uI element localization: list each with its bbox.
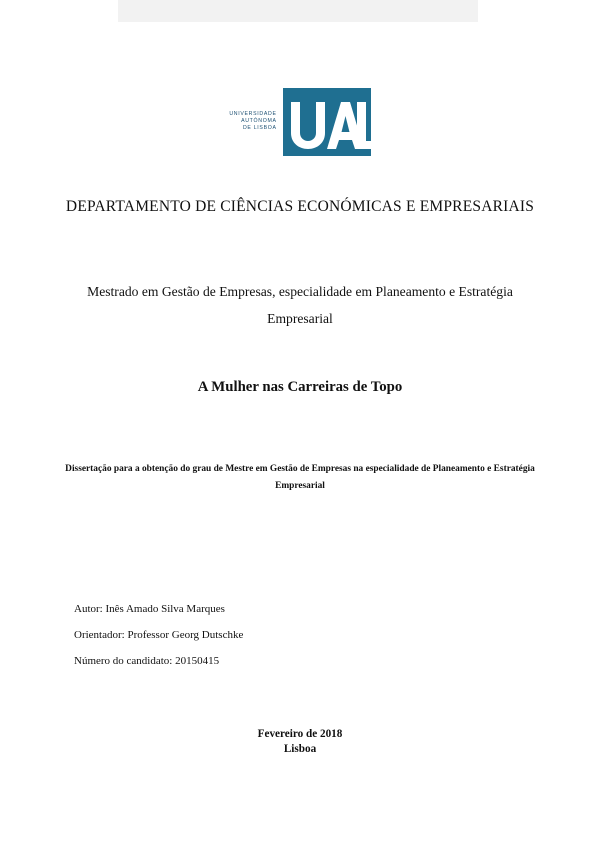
logo-university-text: [229, 111, 276, 134]
candidate-number-line: Número do candidato: 20150415: [74, 655, 220, 667]
supervisor-line: Orientador: Professor Georg Dutschke: [74, 629, 244, 641]
ual-wordmark-icon: [283, 88, 371, 156]
logo-line-2: AUTÓNOMA: [241, 117, 277, 124]
author-line: Autor: Inês Amado Silva Marques: [74, 603, 225, 615]
logo-line-1: UNIVERSIDADE: [229, 110, 277, 117]
course-name: Mestrado em Gestão de Empresas, especialidade em Planeamento e Estratégia Empresarial: [87, 284, 513, 326]
logo-inner: [229, 88, 370, 156]
page-title: A Mulher nas Carreiras de Topo: [197, 379, 403, 395]
department-heading: DEPARTAMENTO DE CIÊNCIAS ECONÓMICAS E EMPRESARIAIS: [65, 198, 535, 215]
page-footer: [0, 727, 600, 757]
logo-line-3: DE LISBOA: [242, 124, 277, 131]
university-logo: [0, 88, 600, 156]
footer-place: Lisboa: [283, 743, 317, 755]
footer-date: Fevereiro de 2018: [257, 728, 343, 740]
dissertation-subtitle: Dissertação para a obtenção do grau de Mestre em Gestão de Empresas na especialidade de Planeamento e Estratégia Empresarial: [65, 464, 535, 491]
top-band-artifact: [118, 0, 478, 22]
author-metadata: [74, 596, 494, 674]
